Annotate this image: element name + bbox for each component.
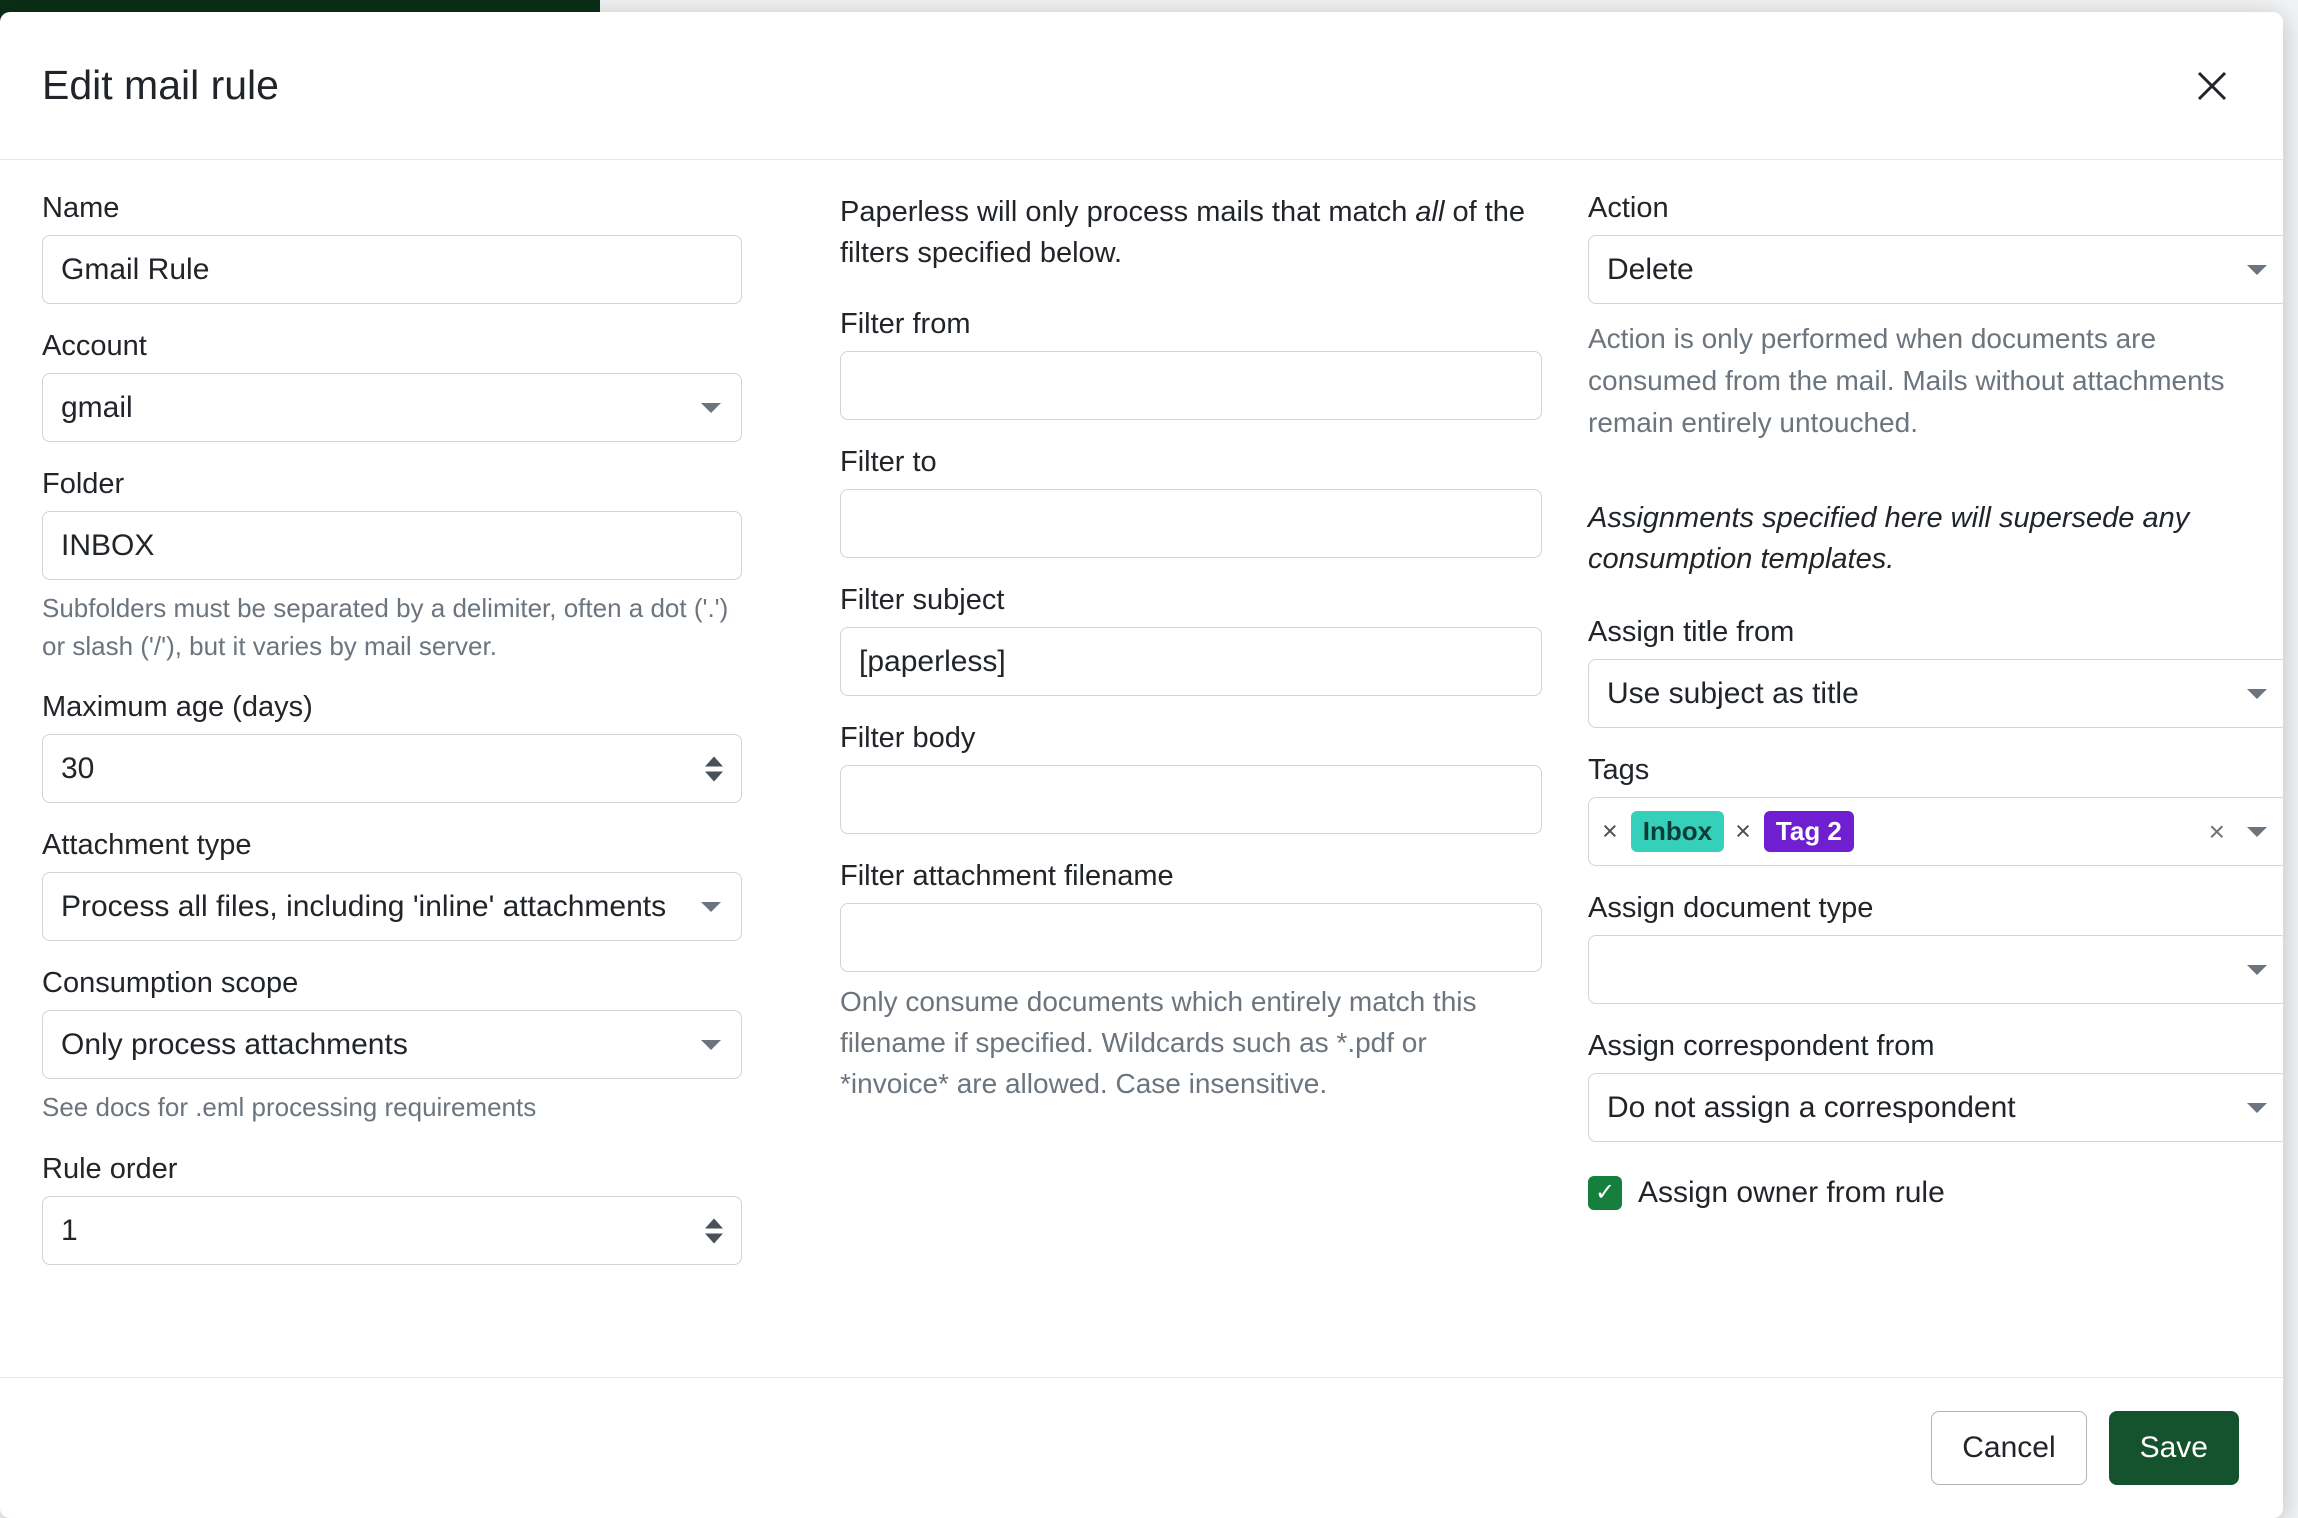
name-input-value: Gmail Rule xyxy=(61,252,210,286)
max-age-value: 30 xyxy=(61,751,95,785)
max-age-field-group xyxy=(42,691,742,803)
assign-correspondent-select[interactable] xyxy=(1588,1073,2283,1142)
middle-column xyxy=(790,192,1526,1377)
action-field-group xyxy=(1588,192,2248,444)
attachment-type-label: Attachment type xyxy=(42,829,252,862)
max-age-label: Maximum age (days) xyxy=(42,691,313,724)
folder-label: Folder xyxy=(42,468,125,500)
account-select[interactable] xyxy=(42,373,742,442)
max-age-stepper[interactable] xyxy=(42,734,742,803)
tags-select[interactable] xyxy=(1588,797,2283,866)
rule-order-value: 1 xyxy=(61,1213,78,1247)
attachment-type-select[interactable] xyxy=(42,872,742,941)
account-select-value: gmail xyxy=(61,390,133,424)
assign-document-type-label: Assign document type xyxy=(1588,892,1874,925)
filters-intro-text xyxy=(840,192,1540,274)
assign-title-field-group xyxy=(1588,616,2248,728)
filter-attachment-filename-group xyxy=(840,860,1490,1104)
filter-subject-input[interactable] xyxy=(840,627,1542,696)
rule-order-field-group xyxy=(42,1153,742,1265)
account-label: Account xyxy=(42,330,147,362)
remove-tag-icon[interactable]: × xyxy=(1735,816,1751,847)
filters-intro-post: of the filters specified below. xyxy=(840,196,1526,270)
tag-chip-label: Tag 2 xyxy=(1764,811,1854,852)
filter-body-label: Filter body xyxy=(840,722,976,755)
assign-correspondent-label: Assign correspondent from xyxy=(1588,1030,1935,1063)
filter-from-input[interactable] xyxy=(840,351,1542,420)
tags-label: Tags xyxy=(1588,754,1650,787)
consumption-scope-select[interactable] xyxy=(42,1010,742,1079)
chevron-down-icon xyxy=(2247,827,2267,837)
chevron-down-icon xyxy=(701,902,721,912)
assign-document-type-select[interactable] xyxy=(1588,935,2283,1004)
filter-attachment-help-text: Only consume documents which entirely match this filename if specified. Wildcards such as *.pdf or *invoice* are allowed. Case insensitive. xyxy=(840,986,1477,1099)
cancel-button[interactable]: Cancel xyxy=(1931,1411,2086,1485)
assign-owner-row[interactable] xyxy=(1588,1176,2248,1210)
chevron-down-icon xyxy=(701,403,721,413)
filters-intro-emphasis: all xyxy=(1415,196,1445,228)
assign-document-type-field-group xyxy=(1588,892,2248,1004)
filter-body-input[interactable] xyxy=(840,765,1542,834)
assign-owner-checkbox[interactable]: ✓ xyxy=(1588,1176,1622,1210)
dialog-footer xyxy=(0,1377,2283,1518)
filter-subject-value: [paperless] xyxy=(859,644,1006,678)
filter-to-group xyxy=(840,446,1490,558)
consumption-scope-label: Consumption scope xyxy=(42,967,299,1000)
save-button[interactable]: Save xyxy=(2109,1411,2239,1485)
folder-field-group xyxy=(42,468,742,665)
attachment-type-value: Process all files, including 'inline' attachments xyxy=(61,889,667,923)
left-column xyxy=(42,192,742,1377)
filter-to-input[interactable] xyxy=(840,489,1542,558)
action-help-text: Action is only performed when documents are consumed from the mail. Mails without attachments remain entirely untouched. xyxy=(1588,323,2225,438)
filter-attachment-filename-input[interactable] xyxy=(840,903,1542,972)
rule-order-stepper[interactable] xyxy=(42,1196,742,1265)
name-label: Name xyxy=(42,192,120,224)
stepper-arrows-icon[interactable] xyxy=(705,756,723,781)
assign-correspondent-field-group xyxy=(1588,1030,2248,1142)
folder-input[interactable] xyxy=(42,511,742,580)
name-input[interactable] xyxy=(42,235,742,304)
folder-help-text: Subfolders must be separated by a delimiter, often a dot ('.') or slash ('/'), but it varies by mail server. xyxy=(42,593,729,661)
stepper-arrows-icon[interactable] xyxy=(705,1218,723,1243)
name-field-group xyxy=(42,192,742,304)
tag-chip-label: Inbox xyxy=(1631,811,1724,852)
filters-intro-pre: Paperless will only process mails that match xyxy=(840,196,1416,228)
chevron-down-icon xyxy=(2247,965,2267,975)
close-icon[interactable] xyxy=(2185,59,2239,113)
consumption-scope-field-group xyxy=(42,967,742,1127)
right-column xyxy=(1538,192,2248,1377)
assign-title-select[interactable] xyxy=(1588,659,2283,728)
attachment-type-field-group xyxy=(42,829,742,941)
chevron-down-icon xyxy=(2247,689,2267,699)
action-select[interactable] xyxy=(1588,235,2283,304)
assign-title-value: Use subject as title xyxy=(1607,676,1859,710)
chevron-down-icon xyxy=(2247,1103,2267,1113)
action-value: Delete xyxy=(1607,252,1694,286)
filter-to-label: Filter to xyxy=(840,446,937,479)
assign-owner-label: Assign owner from rule xyxy=(1638,1176,1945,1210)
filter-from-group xyxy=(840,308,1490,420)
assign-title-label: Assign title from xyxy=(1588,616,1795,649)
assignments-note: Assignments specified here will supersede any consumption templates. xyxy=(1588,502,2190,576)
tag-chip[interactable] xyxy=(1599,811,1724,852)
filter-subject-group xyxy=(840,584,1490,696)
consumption-scope-value: Only process attachments xyxy=(61,1027,408,1061)
rule-order-label: Rule order xyxy=(42,1153,178,1186)
consumption-scope-help-text: See docs for .eml processing requirements xyxy=(42,1092,537,1123)
dialog-body xyxy=(0,160,2283,1377)
assign-correspondent-value: Do not assign a correspondent xyxy=(1607,1090,2016,1124)
tags-field-group xyxy=(1588,754,2248,866)
filter-body-group xyxy=(840,722,1490,834)
tag-chip[interactable] xyxy=(1732,811,1854,852)
chevron-down-icon xyxy=(701,1040,721,1050)
filter-subject-label: Filter subject xyxy=(840,584,1005,617)
chevron-down-icon xyxy=(2247,265,2267,275)
edit-mail-rule-dialog xyxy=(0,12,2283,1518)
clear-icon[interactable]: × xyxy=(2208,815,2225,847)
folder-input-value: INBOX xyxy=(61,528,155,562)
account-field-group xyxy=(42,330,742,442)
filter-attachment-filename-label: Filter attachment filename xyxy=(840,860,1174,893)
remove-tag-icon[interactable]: × xyxy=(1602,816,1618,847)
dialog-header xyxy=(0,12,2283,160)
filter-from-label: Filter from xyxy=(840,308,971,341)
action-label: Action xyxy=(1588,192,1669,224)
page-title: Edit mail rule xyxy=(42,62,279,108)
